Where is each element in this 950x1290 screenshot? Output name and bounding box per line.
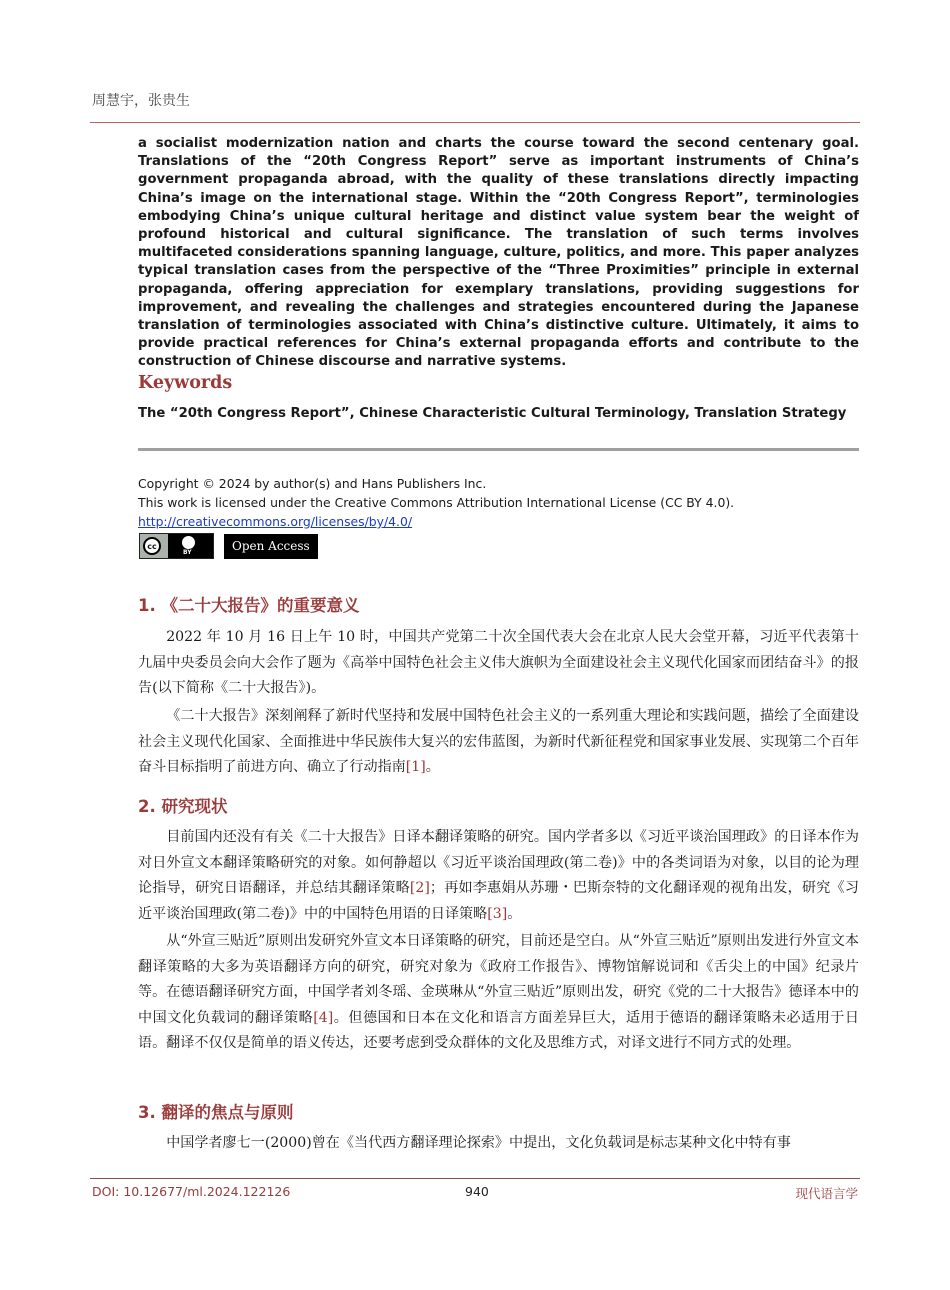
license-block <box>138 474 859 531</box>
section-heading-2: 2. 研究现状 <box>138 797 228 816</box>
cc-by-badge[interactable] <box>139 533 214 559</box>
keywords-text: The “20th Congress Report”, Chinese Characteristic Cultural Terminology, Translation Strategy <box>138 406 847 421</box>
abstract-text: a socialist modernization nation and charts the course toward the second centenary goal. Translations of the “20th Congress Report” serve as important instruments of China’s government propaganda abroad, with the quality of these translations directly impacting China’s image on the international stage. Within the “20th Congress Report”, terminologies embodying China’s unique cultural heritage and distinct value system bear the weight of profound historical and cultural significance. The translation of such terms involves multifaceted considerations spanning language, culture, politics, and more. This paper analyzes typical translation cases from the perspective of the “Three Proximities” principle in external propaganda, offering appreciation for exemplary translations, providing suggestions for improvement, and revealing the challenges and strategies encountered during the Japanese translation of terminologies associated with China’s distinctive culture. Ultimately, it aims to provide practical references for China’s external propaganda efforts and contribute to the construction of Chinese discourse and narrative systems. <box>138 136 859 370</box>
paragraph: 《二十大报告》深刻阐释了新时代坚持和发展中国特色社会主义的一系列重大理论和实践问题，描绘了全面建设社会主义现代化国家、全面推进中华民族伟大复兴的宏伟蓝图，为新时代新征程党和国家事业发展、实现第二个百年奋斗目标指明了前进方向、确立了行动指南[1]。 <box>138 708 859 776</box>
journal-name: 现代语言学 <box>795 1186 858 1201</box>
footer-rule <box>90 1178 860 1179</box>
license-link[interactable]: http://creativecommons.org/licenses/by/4.0/ <box>138 514 413 529</box>
paragraph: 从“外宣三贴近”原则出发研究外宣文本日译策略的研究，目前还是空白。从“外宣三贴近”原则出发进行外宣文本翻译策略的大多为英语翻译方向的研究，研究对象为《政府工作报告》、博物馆解说词和《舌尖上的中国》纪录片等。在德语翻译研究方面，中国学者刘冬瑶、金瑛琳从“外宣三贴近”原则出发，研究《党的二十大报告》德译本中的中国文化负载词的翻译策略[4]。但德国和日本在文化和语言方面差异巨大，适用于德语的翻译策略未必适用于日语。翻译不仅仅是简单的语义传达，还要考虑到受众群体的文化及思维方式，对译文进行不同方式的处理。 <box>138 933 860 1052</box>
section-heading-1: 1. 《二十大报告》的重要意义 <box>138 596 360 615</box>
footer-doi[interactable]: DOI: 10.12677/ml.2024.122126 <box>92 1184 291 1199</box>
license-statement: This work is licensed under the Creative Commons Attribution International License (CC BY 4.0). <box>138 495 735 510</box>
citation-link[interactable]: [4] <box>313 1009 334 1026</box>
citation-link[interactable]: [3] <box>487 905 508 922</box>
keywords-heading: Keywords <box>138 373 233 393</box>
header-rule <box>90 122 860 123</box>
by-label: BY <box>183 549 192 556</box>
paragraph: 目前国内还没有有关《二十大报告》日译本翻译策略的研究。国内学者多以《习近平谈治国理政》的日译本作为对日外宣文本翻译策略研究的对象。如何静超以《习近平谈治国理政(第二卷)》中的各类词语为对象，以目的论为理论指导，研究日语翻译，并总结其翻译策略[2]；再如李惠娟从苏珊・巴斯奈特的文化翻译观的视角出发，研究《习近平谈治国理政(第二卷)》中的中国特色用语的日译策略[3]。 <box>138 829 860 922</box>
open-access-badge[interactable]: Open Access <box>224 534 318 559</box>
person-icon <box>182 536 195 549</box>
section-heading-3: 3. 翻译的焦点与原则 <box>138 1103 294 1122</box>
page-number: 940 <box>465 1184 489 1199</box>
copyright-line: Copyright © 2024 by author(s) and Hans Publishers Inc. <box>138 476 487 491</box>
paragraph: 中国学者廖七一(2000)曾在《当代西方翻译理论探索》中提出，文化负载词是标志某种文化中特有事 <box>166 1135 791 1151</box>
paragraph: 2022 年 10 月 16 日上午 10 时，中国共产党第二十次全国代表大会在北京人民大会堂开幕，习近平代表第十九届中央委员会向大会作了题为《高举中国特色社会主义伟大旗帜为全面建设社会主义现代化国家而团结奋斗》的报告(以下简称《二十大报告》)。 <box>138 629 859 697</box>
citation-link[interactable]: [2] <box>409 880 430 897</box>
running-head-authors: 周慧宇，张贵生 <box>92 93 190 109</box>
section-divider <box>138 448 859 451</box>
cc-icon: cc <box>143 537 161 555</box>
citation-link[interactable]: [1] <box>405 759 426 776</box>
